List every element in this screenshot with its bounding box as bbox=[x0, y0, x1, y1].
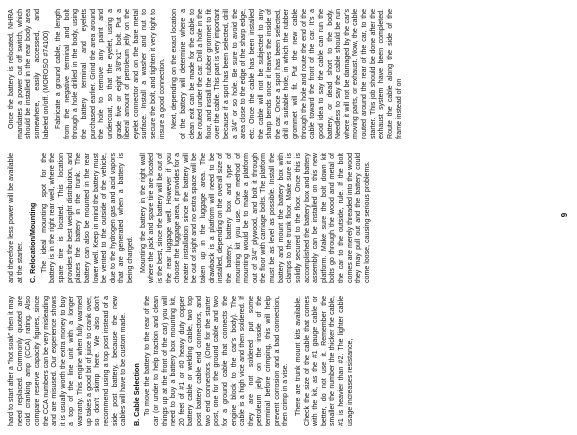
paragraph: Once the battery is relocated, NHRA mandates a power cut off switch, which should be installed in the rear body area somewhere, easily accessed, and labeled on/off. (MOROSO #74100) bbox=[8, 9, 50, 139]
section-heading-relocation-mounting: C. Relocation/Mounting bbox=[28, 202, 38, 283]
column-right bbox=[8, 9, 408, 139]
paragraph: To move the battery to the rear of the car (or under to help traction and clean things up at the front of the car) you will need to buy a battery box mounting kit, 20 feet of #1 or #0 heavy duty copper battery cable or welding cable, two top post battery cable end connectors, and two end connectors. (One for the starter post, one for the ground cable and two for a ground cable that connects the engine block to the car's body). The cable is a high vice and then soldered. If they are not soldered put some petroleum jelly on the inside of the terminal before crimping, this will help prevent corrosion and a bad connection, then crimp in a vise. bbox=[144, 296, 290, 426]
section-heading-cable-selection: B. Cable Selection bbox=[131, 363, 141, 426]
paragraph: and therefore less power will be available at the starter. bbox=[8, 153, 24, 283]
column-left bbox=[8, 296, 359, 426]
paragraph: The ideal mounting spot for the battery is in the right rear well, where the spare tire is located. This location provides the best weight distribution, and places the battery in the trunk. The battery can also be mounted in the rear lower well. Keep in mind the battery must be vented to the outside of the vehicle, due to the hydrogen gas and acid vapors that are generated when a battery is being charged. bbox=[40, 153, 135, 283]
column-middle bbox=[8, 153, 377, 283]
page-number: 9 bbox=[560, 212, 569, 218]
paragraph: Next, depending on the exact location of the battery will determine where a clean exit can be made for the cable to be routed under the car. Drill a hole in the floor, and install the rubber grommet to fit over the cable. This part is very important because if a spot has been selected, drill a 3/4" or so hole. Be sure to avoid the area close to the edge of the sharp edge, etc. Once the cable has been installed the cable will not be subjected to any sharp bends once it leaves the inside of the car. Once a spot has been selected, drill a suitable hole, in which the rubber grommet will fit. Put the new cable through the hole and route the end of the cable toward the front of the car. It's a good idea to say the cable can run the battery, or dead short to the body. Needless to say the cable should be run where it will not be damaged by the car's moving parts, or exhaust. Now, the cable routed around the rear of the car, to the starter. This job should be done after the exhaust system have been completed. Route the cable along the side of the frame instead of on bbox=[171, 9, 403, 139]
paragraph: There are trunk mount kits available. Check the size of the cable that comes with the kit, as the #1 gauge cable or better, do not use it. Remember the smaller the number the thicker the cable, #1 is heavier than #2. The lighter cable usage increases resistance, bbox=[294, 296, 354, 426]
paragraph: Fabricate a ground cable, the length from the negative terminal and bolt through a hole drilled in the body, using the battery terminal and eyelets purchased earlier. Grind the area around the hole to remove any paint and undercoat, so that the eyelet, using a grade five or eight 3/8"x1" bolt. Put a liberal amount of petroleum jelly on the eyelet connector and on the bare metal surface. Install a washer and nut to secure the bolt, and tighten it very tight to insure a good connection. bbox=[55, 9, 166, 139]
paragraph: hard to start after a "hot soak" then it may need replaced. Commonly quoted are cold cranking amp (CCA) rating. Also compare reserve capacity figures, since the CCA numbers can be very misleading and are misused. Our experience shows it is usually worth the extra money to buy a top of the line unit with a longer warranty. This engine when fully warmed up takes a good bit of juice to crank over, so don't skimp here. We also don't recommend using a top post instead of a side post battery, because the new cables will have to be custom made. bbox=[8, 296, 128, 426]
paragraph: Mounting the battery in the right wall where the jack and spare tire are located is the best, since the battery will be out of the rear luggage well. However if you choose the luggage area, it provides for a neater installation since the battery will be out of sight and no extra space will be taken up in the luggage area. The drawback is a platform will need to be installed, depending on the overall size of the battery, battery box and type of mounting kit you use. One method of mounting would be to make a platform out of 3/4" plywood, and bolt it through the floor with carriage bolts. The platform must be as level as possible. Install the battery and mount the battery box with clamps to the trunk floor. Make sure it is solidly secured to the floor. Once this is accomplished the battery box and battery assembly can be installed on this new platform. Make sure the bolt down kit bolts go through the wood and metal of the car to the outside, rule. If the bolt comes are merely threaded into the wood they may pull out and the battery could come loose, causing serious problems. bbox=[139, 153, 371, 283]
